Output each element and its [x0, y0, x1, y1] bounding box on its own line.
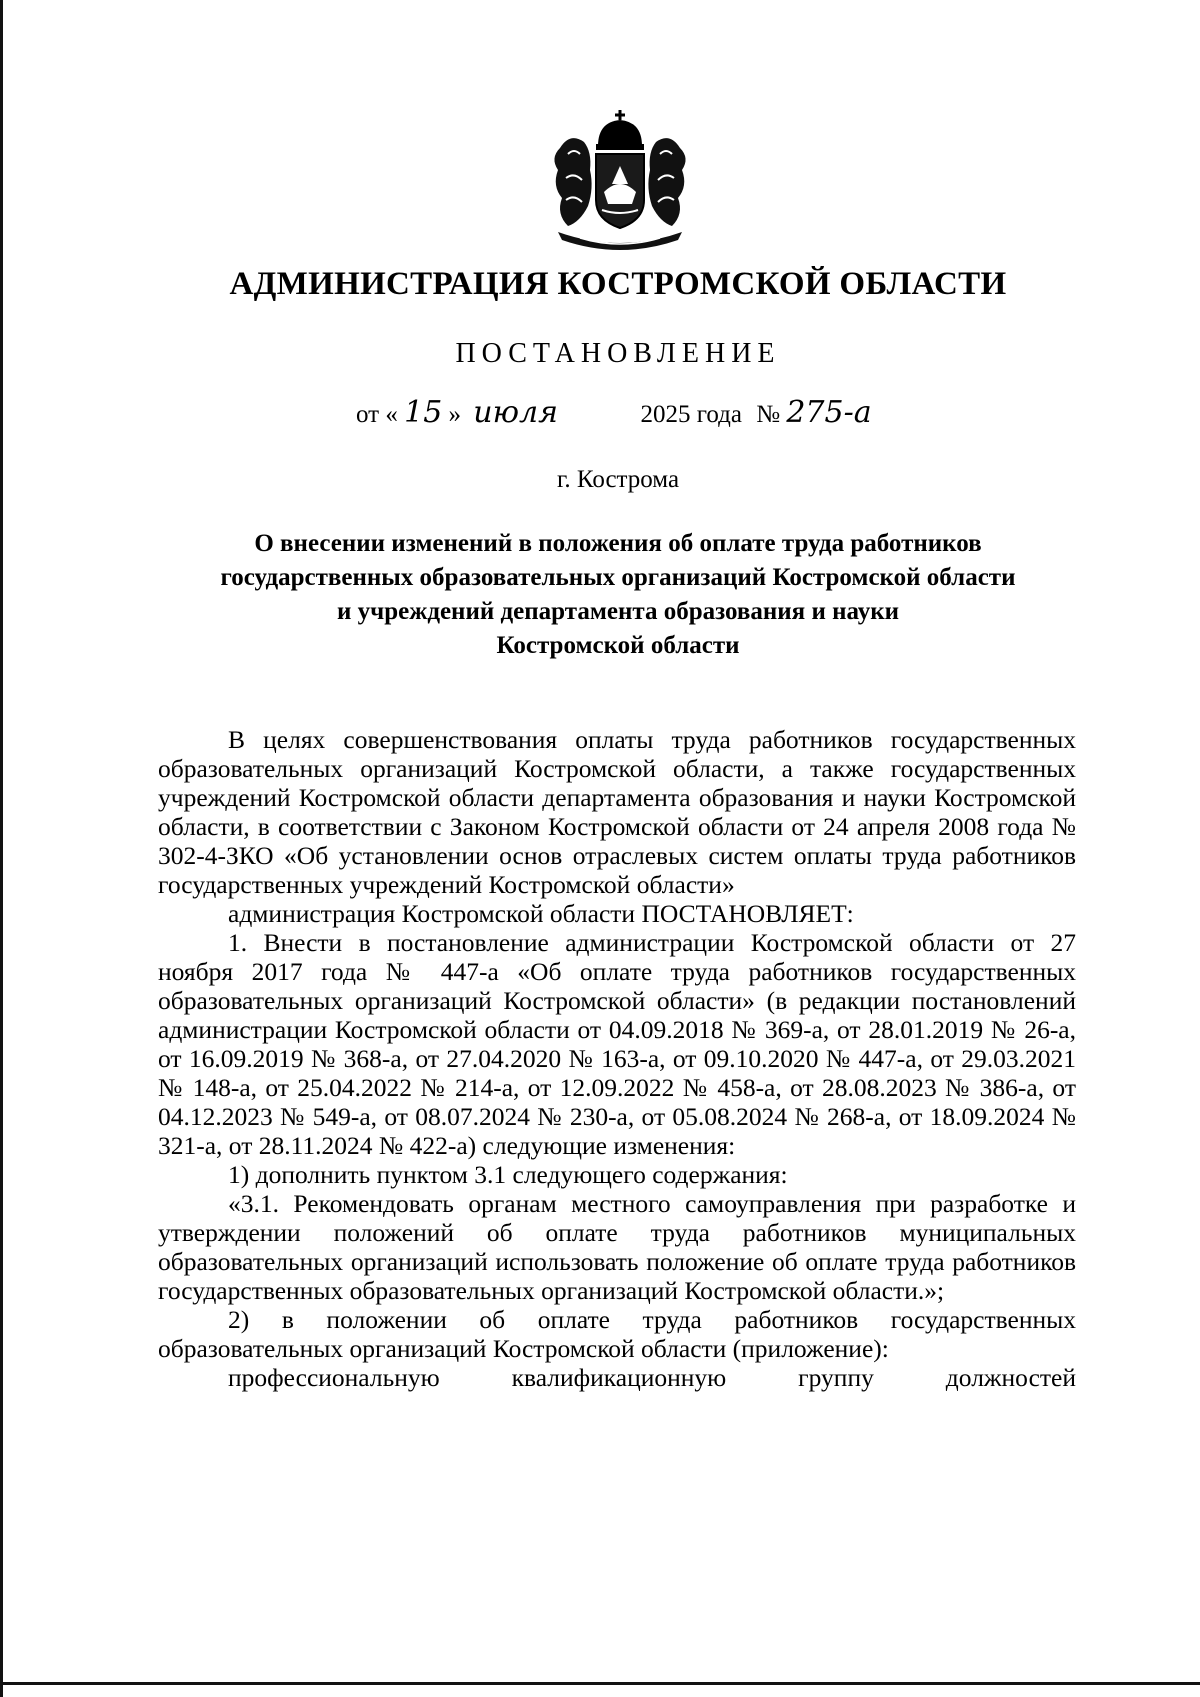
document-body — [158, 725, 1076, 1392]
subject-line: государственных образовательных организаций Костромской области — [220, 564, 1016, 591]
body-paragraph: В целях совершенствования оплаты труда работников государственных образовательных организаций Костромской области, а также государственных учреждений Костромской области департамента образования и науки Костромской области, в соответствии с Законом Костромской области от 24 апреля 2008 года № 302-4-ЗКО «Об установлении основ отраслевых систем оплаты труда работников государственных учреждений Костромской области» — [158, 725, 1076, 899]
body-paragraph: 2) в положении об оплате труда работников государственных образовательных организаций Костромской области (приложение): — [158, 1305, 1076, 1363]
scan-left-edge — [0, 0, 3, 1697]
document-type: ПОСТАНОВЛЕНИЕ — [455, 338, 781, 369]
handwritten-month: июля — [473, 395, 558, 430]
body-paragraph: 1) дополнить пунктом 3.1 следующего содержания: — [228, 1160, 788, 1189]
date-number-line — [356, 395, 872, 430]
organization-title: АДМИНИСТРАЦИЯ КОСТРОМСКОЙ ОБЛАСТИ — [229, 266, 1007, 302]
year: 2025 года — [640, 401, 742, 428]
subject-line: О внесении изменений в положения об оплате труда работников — [254, 530, 982, 557]
handwritten-number: 275-а — [786, 395, 872, 430]
kostroma-coat-of-arms-icon — [540, 108, 700, 258]
body-paragraph: 1. Внести в постановление администрации Костромской области от 27 ноября 2017 года № 447-а «Об оплате труда работников государственных образовательных организаций Костромской области» (в редакции постановлений администрации Костромской области от 04.09.2018 № 369-а, от 28.01.2019 № 26-а, от 16.09.2019 № 368-а, от 27.04.2020 № 163-а, от 09.10.2020 № 447-а, от 29.03.2021 № 148-а, от 25.04.2022 № 214-а, от 12.09.2022 № 458-а, от 28.08.2023 № 386-а, от 04.12.2023 № 549-а, от 08.07.2024 № 230-а, от 05.08.2024 № 268-а, от 18.09.2024 № 321-а, от 28.11.2024 № 422-а) следующие изменения: — [158, 928, 1076, 1160]
date-mid: » — [448, 401, 462, 428]
scan-bottom-edge — [0, 1682, 1200, 1685]
body-paragraph: профессиональную квалификационную группу должностей — [228, 1363, 1076, 1392]
document-subject — [130, 527, 1106, 663]
city: г. Кострома — [556, 466, 680, 493]
body-paragraph: администрация Костромской области ПОСТАНОВЛЯЕТ: — [228, 899, 854, 928]
number-sign: № — [756, 401, 781, 428]
subject-line: Костромской области — [496, 632, 740, 659]
body-paragraph: «3.1. Рекомендовать органам местного самоуправления при разработке и утверждении положений об оплате труда работников муниципальных образовательных организаций использовать положение об оплате труда работников государственных образовательных организаций Костромской области.»; — [158, 1189, 1076, 1305]
subject-line: и учреждений департамента образования и науки — [336, 598, 900, 625]
handwritten-day: 15 — [404, 395, 443, 430]
date-prefix: от « — [356, 401, 398, 428]
